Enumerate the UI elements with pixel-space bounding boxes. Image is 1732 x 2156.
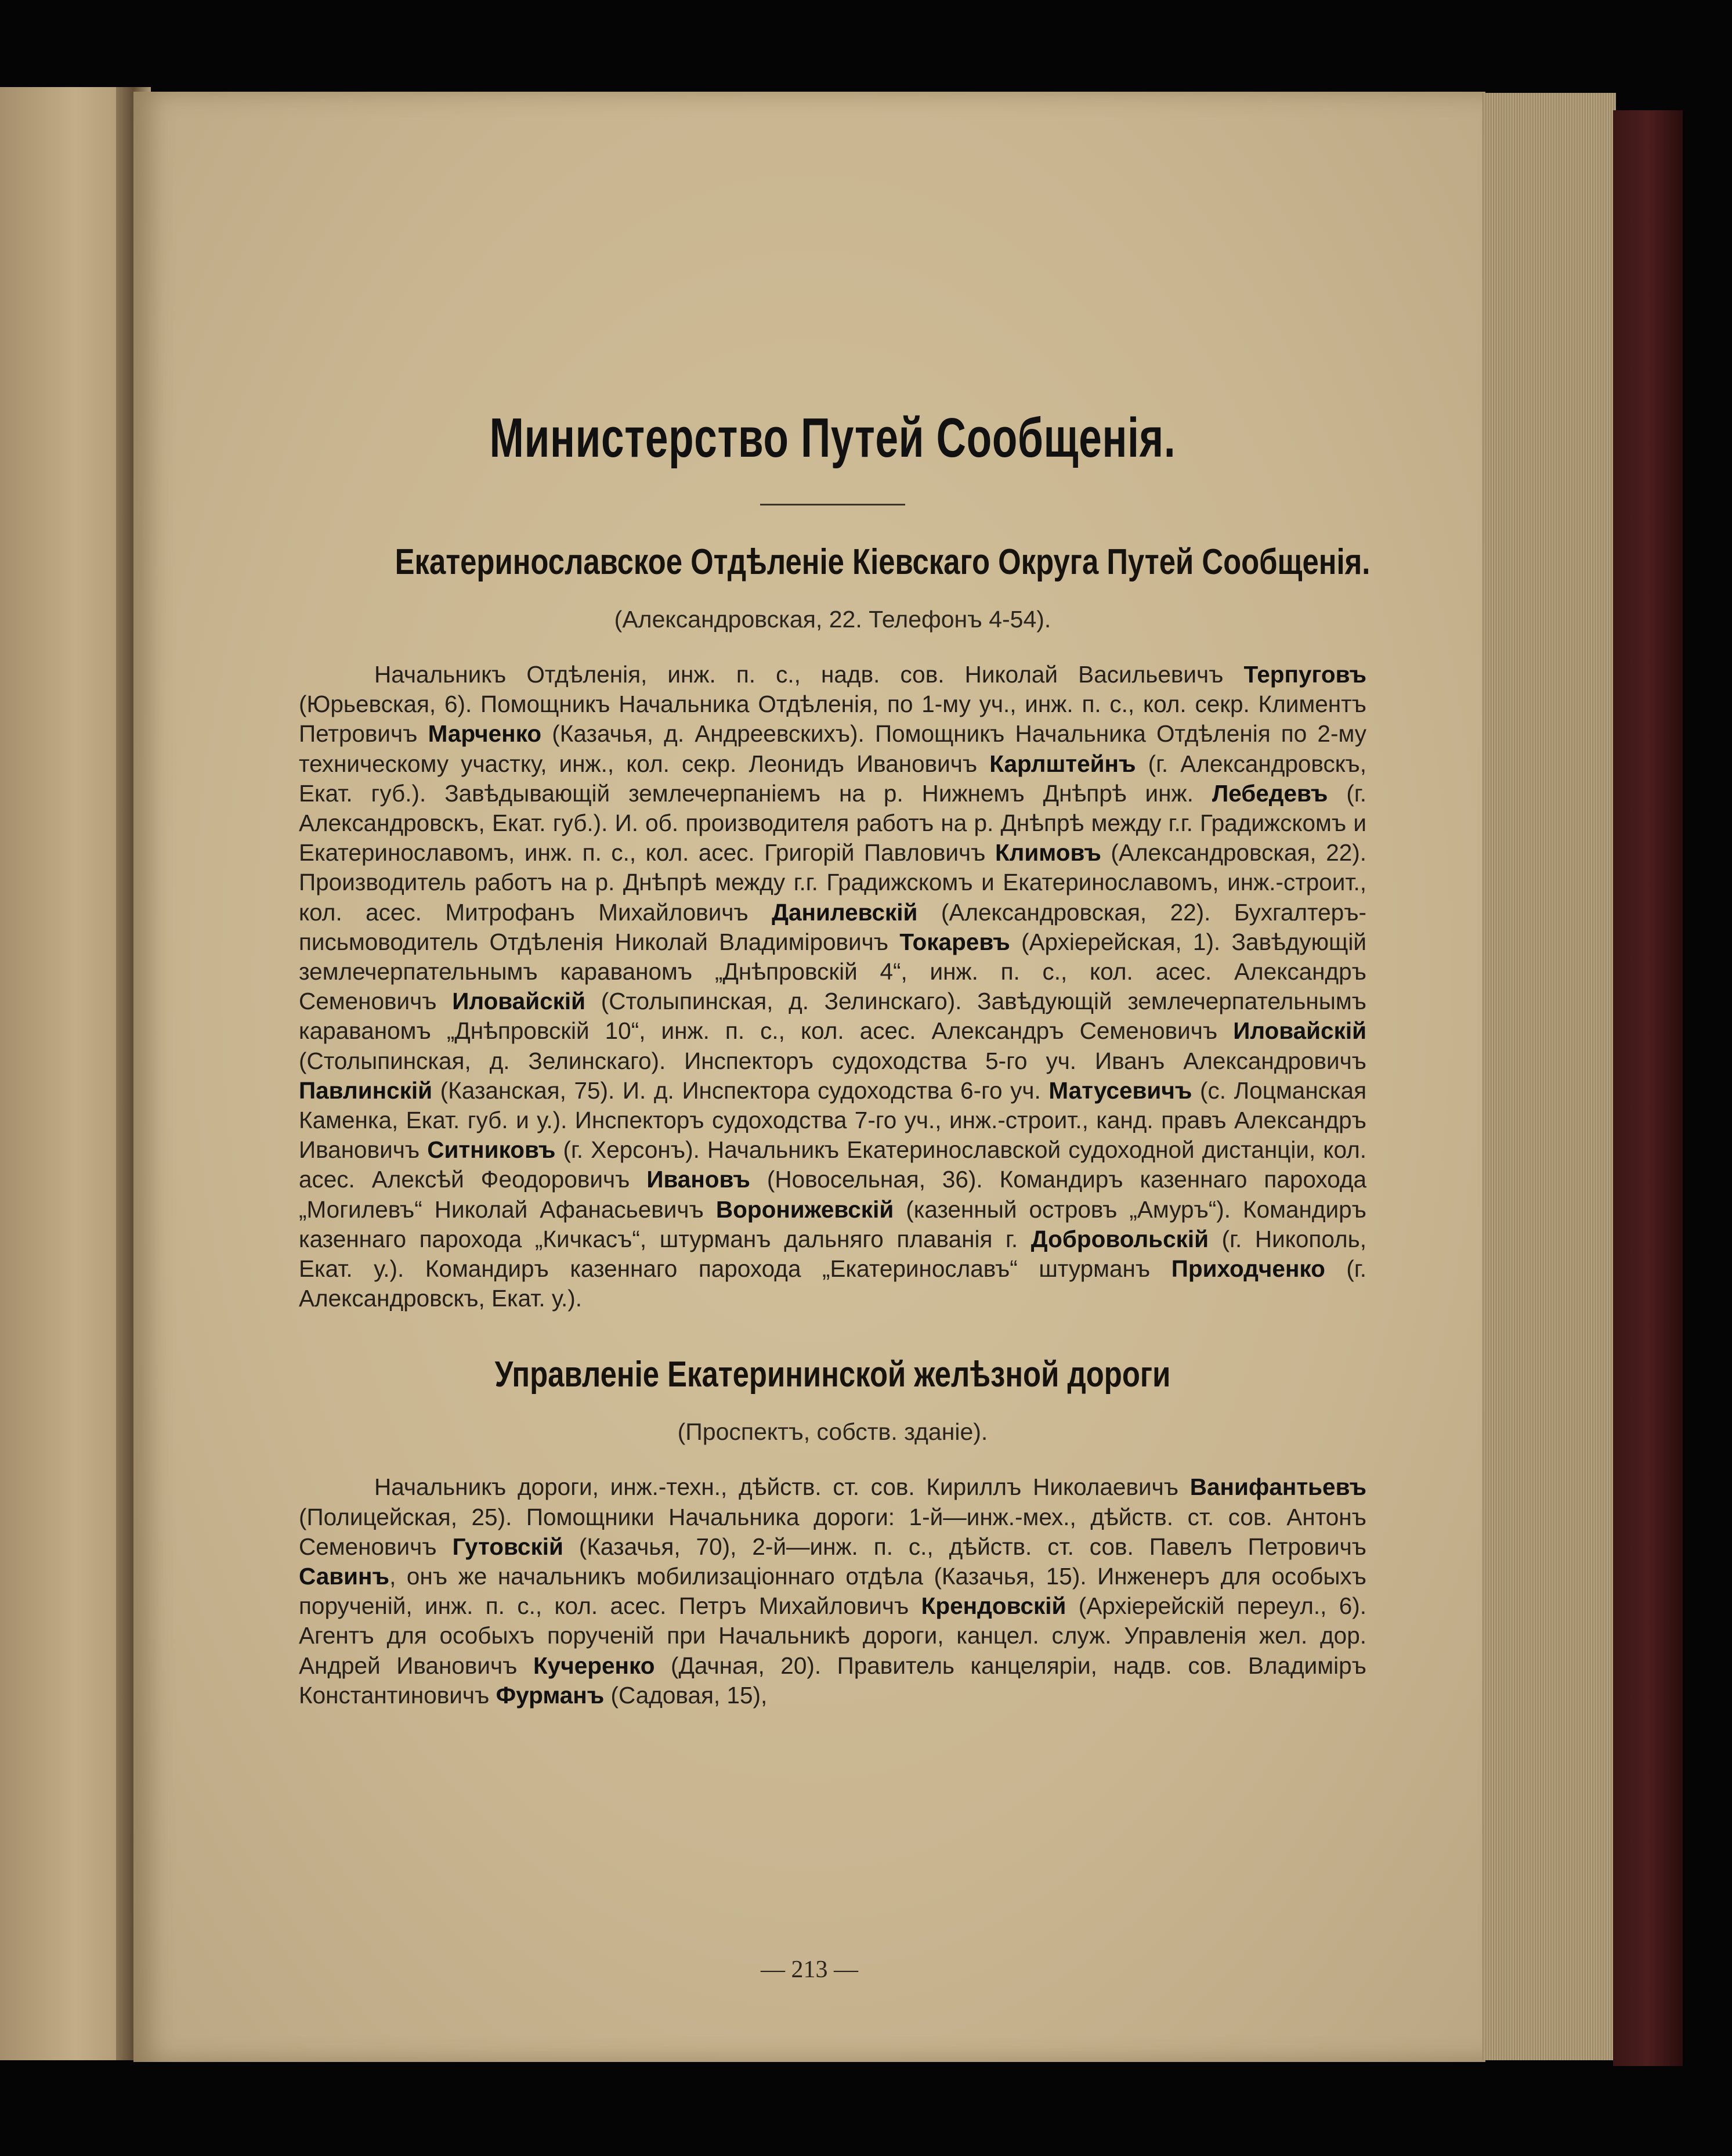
person-surname: Ивановъ <box>646 1166 750 1193</box>
text-run: (г. Александровскъ, Екат. у.). <box>299 1255 1366 1312</box>
section1-heading: Екатеринославское Отдѣленіе Кіевскаго Округа Путей Сообщенія. <box>395 542 1371 582</box>
text-run: (казенный островъ „Амуръ“). Командиръ казеннаго парохода „Кичкасъ“, штурманъ дальняго плаванія г. <box>299 1196 1366 1252</box>
person-surname: Данилевскій <box>772 898 918 926</box>
person-surname: Кучеренко <box>533 1652 655 1679</box>
text-run: (Александровская, 22). Бухгалтеръ-письмоводитель Отдѣленія Николай Владиміровичъ <box>299 898 1366 955</box>
text-run: (Садовая, 15), <box>604 1681 768 1709</box>
person-surname: Терпуговъ <box>1243 661 1366 688</box>
text-run: (Столыпинская, д. Зелинскаго). Инспекторъ судоходства 5-го уч. Иванъ Александровичъ <box>299 1047 1366 1074</box>
person-surname: Гутовскій <box>452 1533 563 1560</box>
text-run: (Архіерейская, 1). Завѣдующій землечерпательнымъ караваномъ „Днѣпровскій 4“, инж. п. с., кол. асес. Александръ Семеновичъ <box>299 928 1366 1015</box>
text-run: (г. Александровскъ, Екат. губ.). Завѣдывающій землечерпаніемъ на р. Нижнемъ Днѣпрѣ инж. <box>299 750 1366 807</box>
page-edges <box>1482 93 1616 2060</box>
folio-wrap <box>133 0 1485 2156</box>
text-run: (Александровская, 22). Производитель работъ на р. Днѣпрѣ между г.г. Градижскомъ и Екатеринославомъ, инж.-строит., кол. асес. Митрофанъ Михайловичъ <box>299 839 1366 926</box>
person-surname: Карлштейнъ <box>989 750 1136 777</box>
text-run: (Юрьевская, 6). Помощникъ Начальника Отдѣленія, по 1-му уч., инж. п. с., кол. секр. Климентъ Петровичъ <box>299 691 1366 747</box>
person-surname: Иловайскій <box>452 988 586 1015</box>
text-run: (Дачная, 20). Правитель канцеляріи, надв. сов. Владиміръ Константиновичъ <box>299 1652 1366 1709</box>
text-run: (Столыпинская, д. Зелинскаго). Завѣдующій землечерпательнымъ караваномъ „Днѣпровскій 10“, инж. п. с., кол. асес. Александръ Семеновичъ <box>299 988 1366 1045</box>
section2-heading: Управленіе Екатерининской желѣзной дороги <box>494 1355 1171 1395</box>
person-surname: Павлинскій <box>299 1077 433 1104</box>
person-surname: Матусевичъ <box>1048 1077 1192 1104</box>
text-run: Начальникъ Отдѣленія, инж. п. с., надв. сов. Николай Васильевичъ <box>374 661 1244 688</box>
person-surname: Приходченко <box>1171 1255 1325 1283</box>
person-surname: Лебедевъ <box>1212 779 1328 807</box>
text-run: , онъ же начальникъ мобилизаціоннаго отдѣла (Казачья, 15). Инженеръ для особыхъ порученій, инж. п. с., кол. асес. Петръ Михайловичъ <box>299 1563 1366 1620</box>
text-run: (с. Лоцманская Каменка, Екат. губ. и у.). Инспекторъ судоходства 7-го уч., инж.-строит., канд. правъ Александръ Ивановичъ <box>299 1077 1366 1164</box>
person-surname: Марченко <box>428 720 542 747</box>
page-title: Министерство Путей Сообщенія. <box>489 407 1176 469</box>
person-surname: Добровольскій <box>1030 1225 1209 1252</box>
person-surname: Токаревъ <box>899 928 1010 955</box>
person-surname: Савинъ <box>299 1563 390 1590</box>
page-number: — 213 — <box>761 1956 858 1983</box>
text-run: Начальникъ дороги, инж.-техн., дѣйств. ст. сов. Кириллъ Николаевичъ <box>374 1474 1190 1501</box>
text-run: (г. Александровскъ, Екат. губ.). И. об. производителя работъ на р. Днѣпрѣ между г.г. Градижскомъ и Екатеринославомъ, инж. п. с., кол. асес. Григорій Павловичъ <box>299 779 1366 866</box>
section2-address: (Проспектъ, собств. зданіе). <box>677 1418 988 1446</box>
text-run: (Полицейская, 25). Помощники Начальника дороги: 1-й—инж.-мех., дѣйств. ст. сов. Антонъ Семеновичъ <box>299 1503 1366 1560</box>
text-run: (г. Никополь, Екат. у.). Командиръ казеннаго парохода „Екатеринославъ“ штурманъ <box>299 1225 1366 1283</box>
text-run: (Казачья, д. Андреевскихъ). Помощникъ Начальника Отдѣленія по 2-му техническому участку, инж., кол. секр. Леонидъ Ивановичъ <box>299 720 1366 777</box>
person-surname: Иловайскій <box>1233 1017 1366 1045</box>
person-surname: Ситниковъ <box>427 1136 556 1164</box>
person-surname: Климовъ <box>995 839 1101 866</box>
text-run: (Новосельная, 36). Командиръ казеннаго парохода „Могилевъ“ Николай Афанасьевичъ <box>299 1166 1367 1223</box>
person-surname: Фурманъ <box>496 1681 605 1709</box>
text-run: (Архіерейскій переул., 6). Агентъ для особыхъ порученій при Начальникѣ дороги, канцел. служ. Управленія жел. дор. Андрей Ивановичъ <box>299 1592 1366 1679</box>
person-surname: Крендовскій <box>921 1592 1066 1620</box>
person-surname: Ванифантьевъ <box>1189 1474 1366 1501</box>
text-run: (Казанская, 75). И. д. Инспектора судоходства 6-го уч. <box>432 1077 1049 1104</box>
text-run: (г. Херсонъ). Начальникъ Екатеринославской судоходной дистанціи, кол. асес. Алексѣй Феодоровичъ <box>299 1136 1367 1193</box>
text-run: (Казачья, 70), 2-й—инж. п. с., дѣйств. ст. сов. Павелъ Петровичъ <box>563 1533 1366 1560</box>
person-surname: Воронижевскій <box>715 1196 894 1223</box>
book-cover <box>1613 110 1683 2066</box>
section1-address: (Александровская, 22. Телефонъ 4-54). <box>614 606 1051 633</box>
